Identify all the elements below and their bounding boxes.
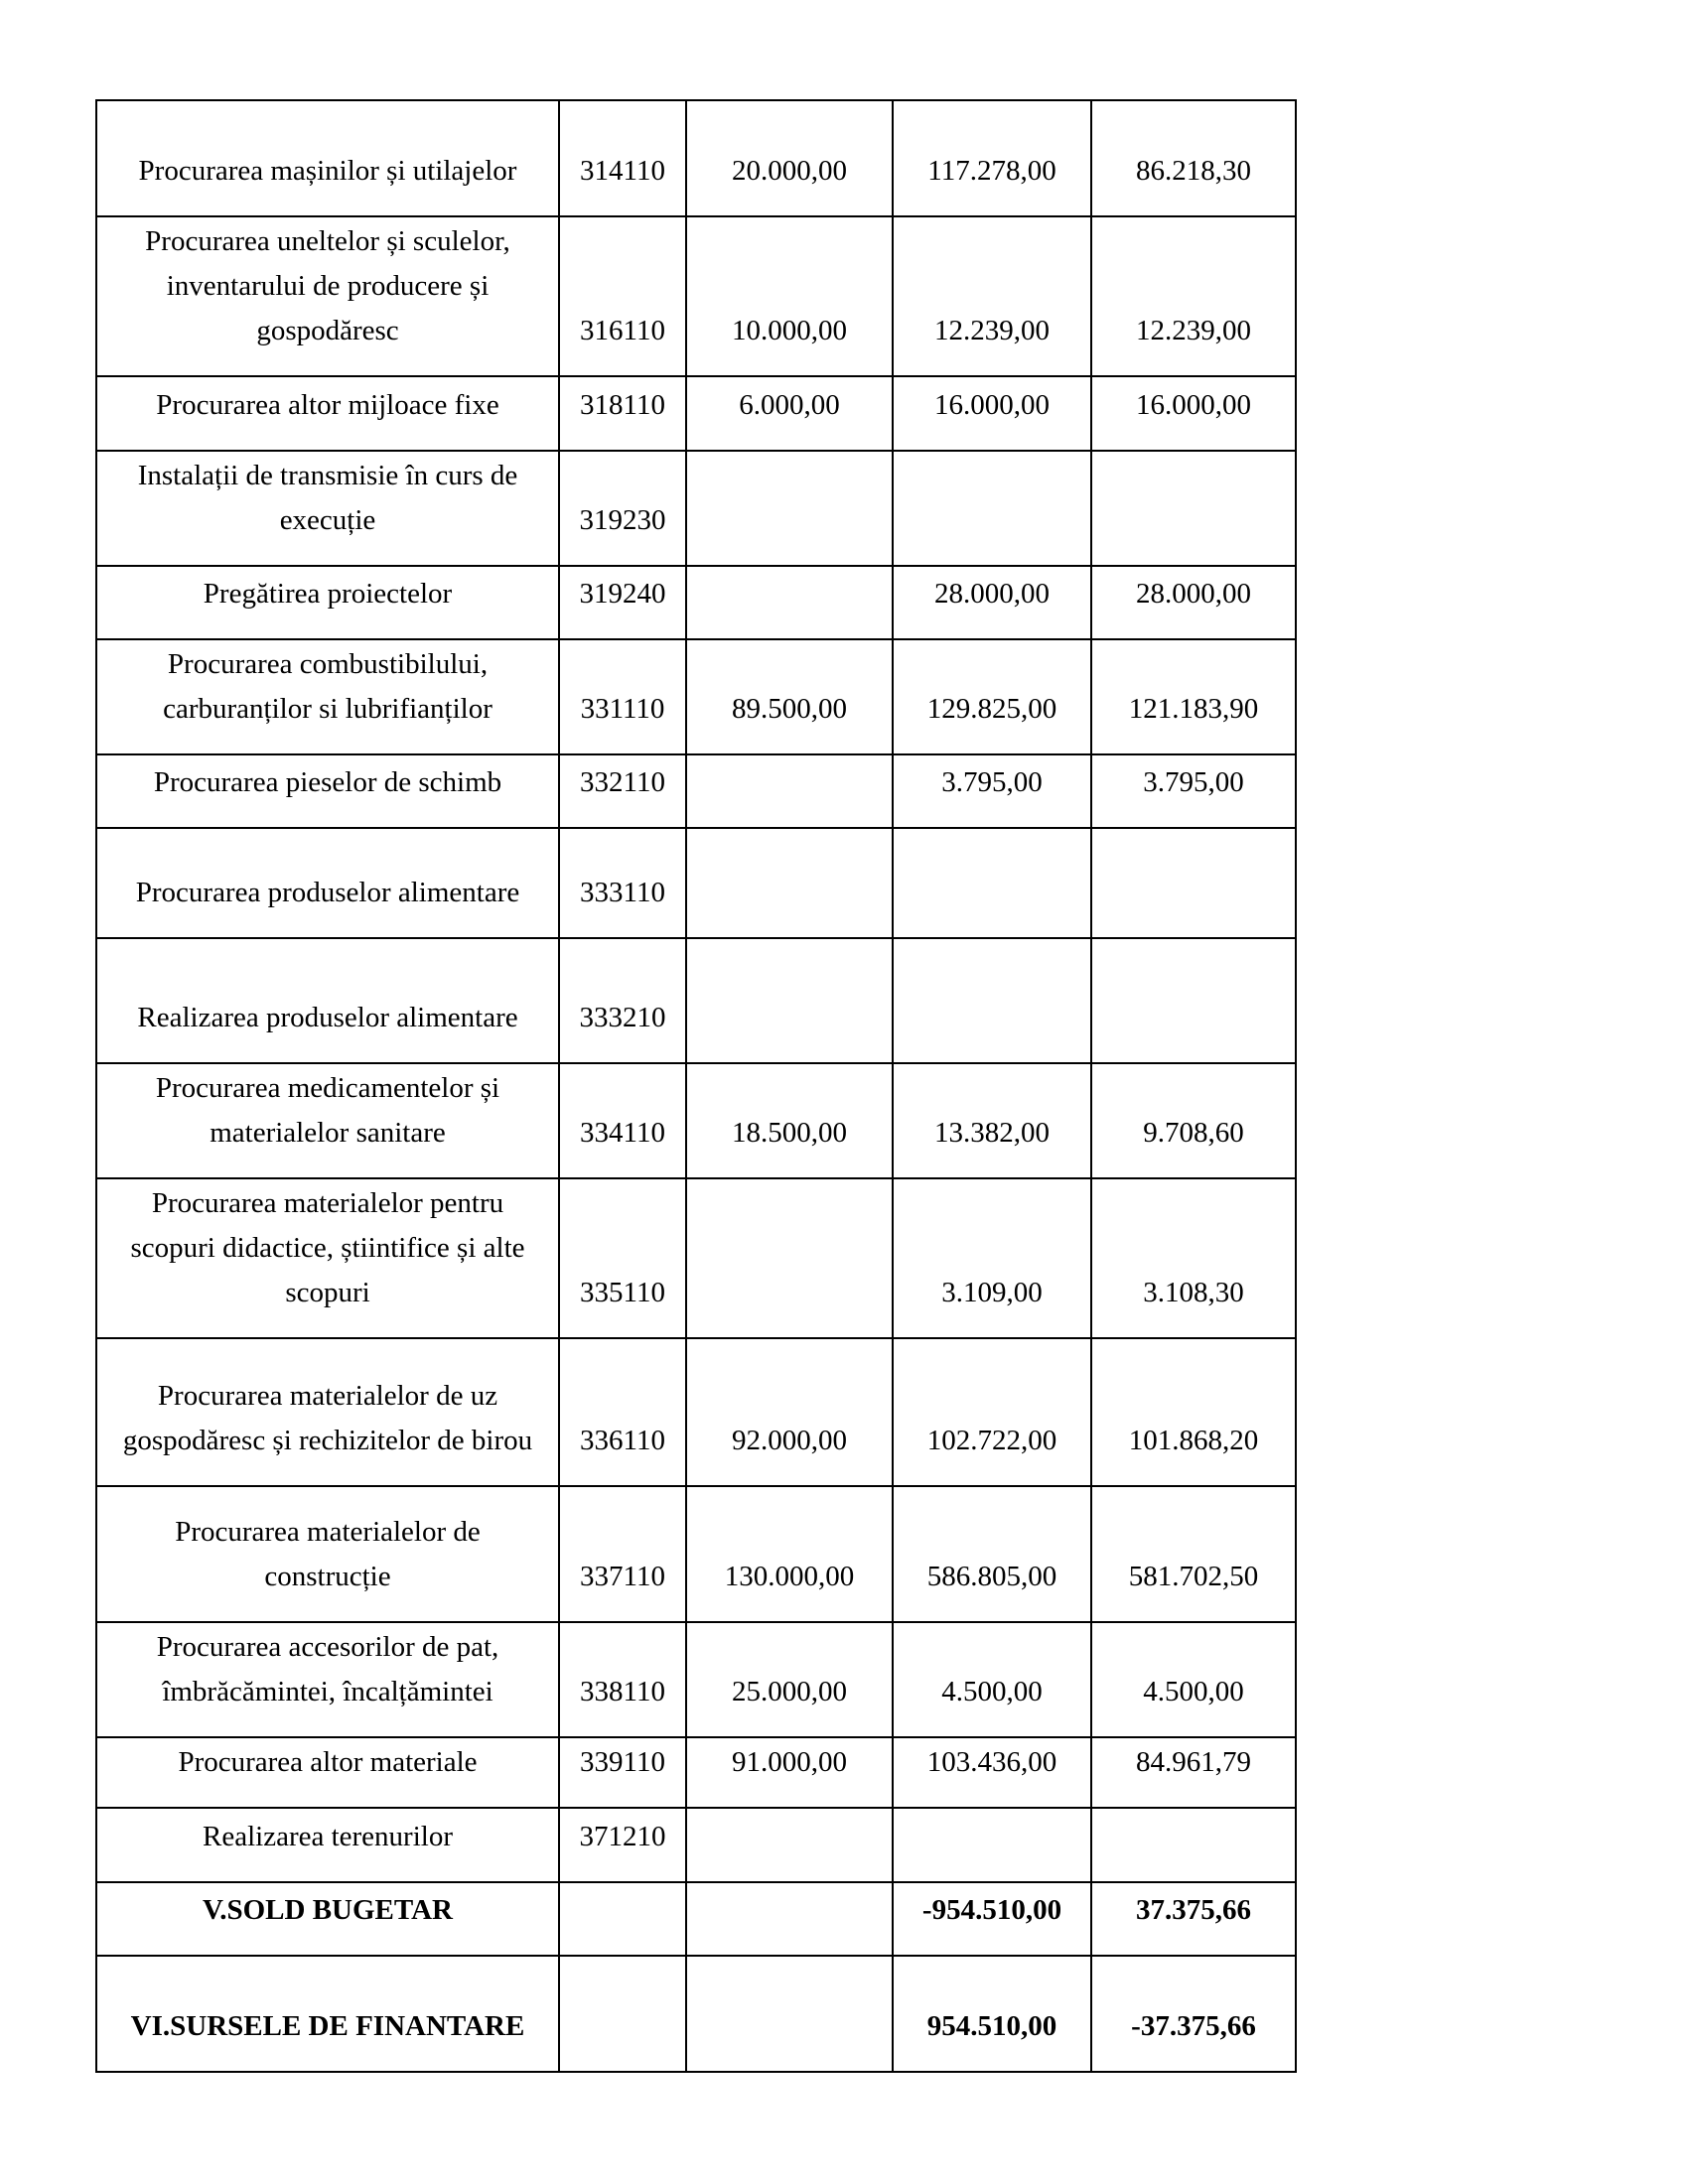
account-code-cell: 314110: [559, 100, 686, 216]
amount-cell: [893, 451, 1091, 566]
amount-cell: [893, 1808, 1091, 1882]
account-code-cell: [559, 1882, 686, 1956]
account-code-cell: 319240: [559, 566, 686, 639]
account-code-cell: 332110: [559, 754, 686, 828]
table-row: [96, 1063, 1296, 1178]
amount-cell: 586.805,00: [893, 1486, 1091, 1622]
table-row: [96, 1178, 1296, 1338]
item-name-cell: Procurarea mașinilor și utilajelor: [96, 100, 559, 216]
item-name-cell: Procurarea produselor alimentare: [96, 828, 559, 938]
amount-cell: 4.500,00: [893, 1622, 1091, 1737]
amount-cell: [1091, 1808, 1296, 1882]
account-code-cell: [559, 1956, 686, 2072]
amount-cell: [686, 1178, 893, 1338]
account-code-cell: 335110: [559, 1178, 686, 1338]
amount-cell: [893, 828, 1091, 938]
amount-cell: 12.239,00: [1091, 216, 1296, 376]
item-name-cell: V.SOLD BUGETAR: [96, 1882, 559, 1956]
amount-cell: 3.109,00: [893, 1178, 1091, 1338]
amount-cell: 6.000,00: [686, 376, 893, 451]
item-name-cell: Pregătirea proiectelor: [96, 566, 559, 639]
amount-cell: 4.500,00: [1091, 1622, 1296, 1737]
account-code-cell: 318110: [559, 376, 686, 451]
amount-cell: 13.382,00: [893, 1063, 1091, 1178]
amount-cell: [1091, 451, 1296, 566]
amount-cell: 84.961,79: [1091, 1737, 1296, 1808]
item-name-cell: Procurarea pieselor de schimb: [96, 754, 559, 828]
table-row: [96, 1882, 1296, 1956]
table-row: [96, 1808, 1296, 1882]
amount-cell: -954.510,00: [893, 1882, 1091, 1956]
item-name-cell: Procurarea uneltelor și sculelor, inventarului de producere și gospodăresc: [96, 216, 559, 376]
amount-cell: 10.000,00: [686, 216, 893, 376]
account-code-cell: 334110: [559, 1063, 686, 1178]
item-name-cell: Realizarea terenurilor: [96, 1808, 559, 1882]
table-row: [96, 1622, 1296, 1737]
amount-cell: 37.375,66: [1091, 1882, 1296, 1956]
amount-cell: [893, 938, 1091, 1063]
amount-cell: 954.510,00: [893, 1956, 1091, 2072]
account-code-cell: 336110: [559, 1338, 686, 1486]
amount-cell: 103.436,00: [893, 1737, 1091, 1808]
account-code-cell: 337110: [559, 1486, 686, 1622]
item-name-cell: Procurarea combustibilului, carburanților si lubrifianților: [96, 639, 559, 754]
amount-cell: [686, 1808, 893, 1882]
budget-table-body: [96, 100, 1296, 2072]
amount-cell: [686, 566, 893, 639]
table-row: [96, 1486, 1296, 1622]
account-code-cell: 338110: [559, 1622, 686, 1737]
table-row: [96, 451, 1296, 566]
amount-cell: 3.795,00: [893, 754, 1091, 828]
amount-cell: 20.000,00: [686, 100, 893, 216]
amount-cell: [1091, 938, 1296, 1063]
account-code-cell: 316110: [559, 216, 686, 376]
item-name-cell: Procurarea materialelor pentru scopuri didactice, știintifice și alte scopuri: [96, 1178, 559, 1338]
item-name-cell: VI.SURSELE DE FINANTARE: [96, 1956, 559, 2072]
amount-cell: [686, 1956, 893, 2072]
amount-cell: 3.795,00: [1091, 754, 1296, 828]
amount-cell: 16.000,00: [1091, 376, 1296, 451]
amount-cell: 92.000,00: [686, 1338, 893, 1486]
table-row: [96, 566, 1296, 639]
budget-table: [95, 99, 1297, 2073]
amount-cell: [1091, 828, 1296, 938]
amount-cell: 129.825,00: [893, 639, 1091, 754]
amount-cell: 130.000,00: [686, 1486, 893, 1622]
amount-cell: 12.239,00: [893, 216, 1091, 376]
amount-cell: [686, 754, 893, 828]
amount-cell: 25.000,00: [686, 1622, 893, 1737]
amount-cell: 121.183,90: [1091, 639, 1296, 754]
amount-cell: 91.000,00: [686, 1737, 893, 1808]
amount-cell: 101.868,20: [1091, 1338, 1296, 1486]
account-code-cell: 333210: [559, 938, 686, 1063]
amount-cell: 9.708,60: [1091, 1063, 1296, 1178]
account-code-cell: 339110: [559, 1737, 686, 1808]
amount-cell: 18.500,00: [686, 1063, 893, 1178]
account-code-cell: 331110: [559, 639, 686, 754]
amount-cell: 16.000,00: [893, 376, 1091, 451]
table-row: [96, 216, 1296, 376]
account-code-cell: 333110: [559, 828, 686, 938]
item-name-cell: Procurarea altor mijloace fixe: [96, 376, 559, 451]
account-code-cell: 319230: [559, 451, 686, 566]
amount-cell: [686, 451, 893, 566]
table-row: [96, 1338, 1296, 1486]
amount-cell: 3.108,30: [1091, 1178, 1296, 1338]
account-code-cell: 371210: [559, 1808, 686, 1882]
amount-cell: 86.218,30: [1091, 100, 1296, 216]
amount-cell: [686, 828, 893, 938]
item-name-cell: Realizarea produselor alimentare: [96, 938, 559, 1063]
table-row: [96, 828, 1296, 938]
amount-cell: 102.722,00: [893, 1338, 1091, 1486]
amount-cell: -37.375,66: [1091, 1956, 1296, 2072]
amount-cell: 581.702,50: [1091, 1486, 1296, 1622]
item-name-cell: Procurarea accesorilor de pat, îmbrăcămintei, încalțămintei: [96, 1622, 559, 1737]
amount-cell: 28.000,00: [893, 566, 1091, 639]
amount-cell: 117.278,00: [893, 100, 1091, 216]
item-name-cell: Instalații de transmisie în curs de execuție: [96, 451, 559, 566]
table-row: [96, 376, 1296, 451]
table-row: [96, 100, 1296, 216]
table-row: [96, 1737, 1296, 1808]
amount-cell: [686, 938, 893, 1063]
table-row: [96, 938, 1296, 1063]
item-name-cell: Procurarea materialelor de construcție: [96, 1486, 559, 1622]
item-name-cell: Procurarea medicamentelor și materialelor sanitare: [96, 1063, 559, 1178]
amount-cell: [686, 1882, 893, 1956]
item-name-cell: Procurarea materialelor de uz gospodăresc și rechizitelor de birou: [96, 1338, 559, 1486]
table-row: [96, 1956, 1296, 2072]
amount-cell: 28.000,00: [1091, 566, 1296, 639]
table-row: [96, 754, 1296, 828]
table-row: [96, 639, 1296, 754]
amount-cell: 89.500,00: [686, 639, 893, 754]
item-name-cell: Procurarea altor materiale: [96, 1737, 559, 1808]
